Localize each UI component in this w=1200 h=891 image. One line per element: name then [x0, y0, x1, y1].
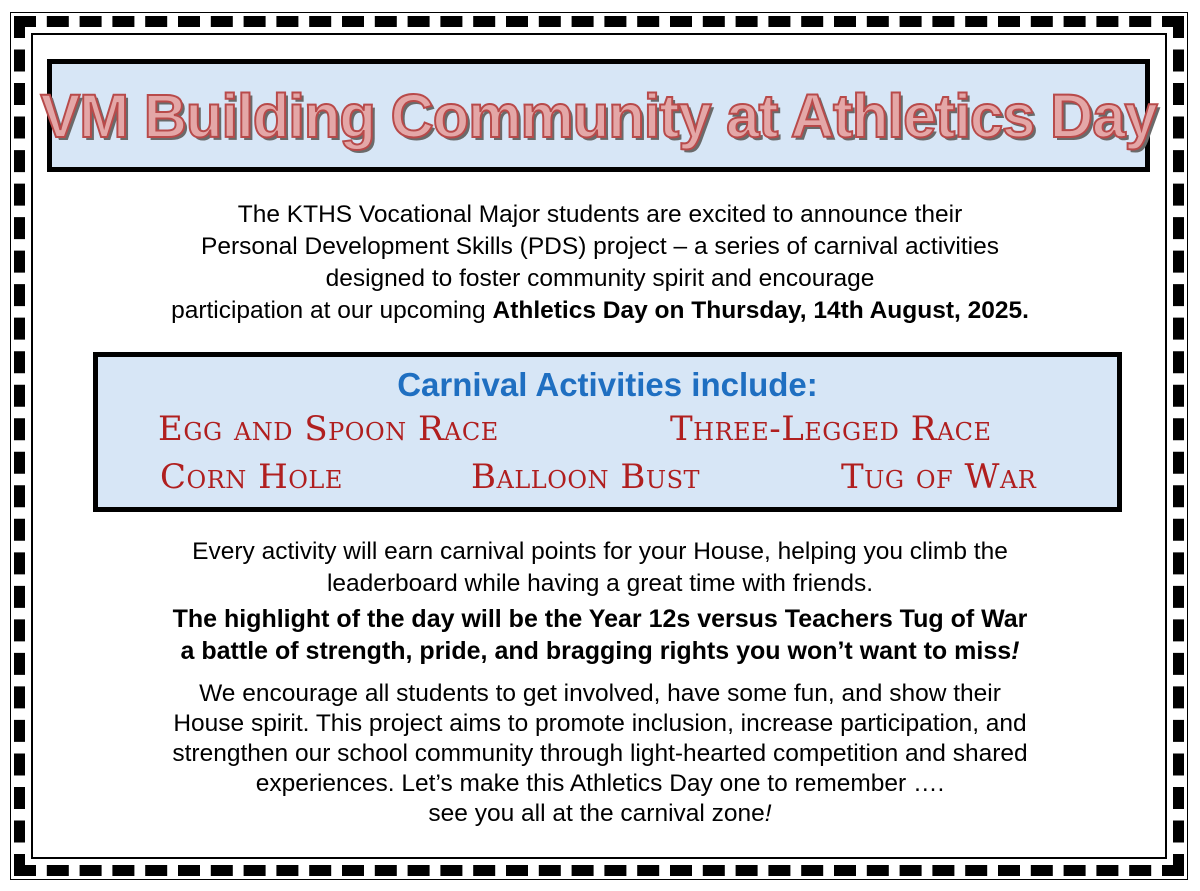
activity-item: Tug of War — [841, 457, 1037, 497]
closing-line-5: see you all at the carnival zone — [428, 800, 765, 827]
activities-heading: Carnival Activities include: — [397, 366, 818, 403]
points-line-1: Every activity will earn carnival points for your House, helping you climb the — [192, 538, 1008, 565]
closing-paragraph — [40, 679, 1160, 829]
closing-line-4: experiences. Let’s make this Athletics Day one to remember …. — [255, 770, 945, 797]
highlight-paragraph — [40, 603, 1160, 667]
activity-item: Egg and Spoon Race — [158, 409, 499, 449]
title-banner — [40, 59, 1157, 172]
intro-line-3: designed to foster community spirit and encourage — [325, 265, 875, 292]
closing-line-1: We encourage all students to get involved, have some fun, and show their — [199, 680, 1001, 707]
activity-item: Balloon Bust — [471, 457, 701, 497]
page-title: VM Building Community at Athletics Day — [40, 81, 1157, 150]
intro-line-4: participation at our upcoming — [171, 297, 493, 324]
highlight-exclaim: ! — [1011, 637, 1020, 665]
event-date: Athletics Day on Thursday, 14th August, 2025. — [492, 297, 1029, 324]
activity-item: Three-Legged Race — [670, 409, 992, 449]
intro-paragraph — [40, 199, 1160, 327]
intro-line-1: The KTHS Vocational Major students are excited to announce their — [237, 201, 963, 228]
highlight-line-1: The highlight of the day will be the Year 12s versus Teachers Tug of War — [172, 605, 1028, 633]
activity-item: Corn Hole — [160, 457, 343, 497]
points-line-2: leaderboard while having a great time with friends. — [326, 570, 874, 597]
closing-line-2: House spirit. This project aims to promote inclusion, increase participation, and — [173, 710, 1027, 737]
closing-exclaim: ! — [764, 800, 772, 827]
intro-line-2: Personal Development Skills (PDS) project – a series of carnival activities — [201, 233, 999, 260]
activities-box — [93, 352, 1122, 512]
closing-line-3: strengthen our school community through light-hearted competition and shared — [172, 740, 1028, 767]
highlight-line-2: a battle of strength, pride, and bragging rights you won’t want to miss — [180, 637, 1012, 665]
points-paragraph — [40, 536, 1160, 600]
